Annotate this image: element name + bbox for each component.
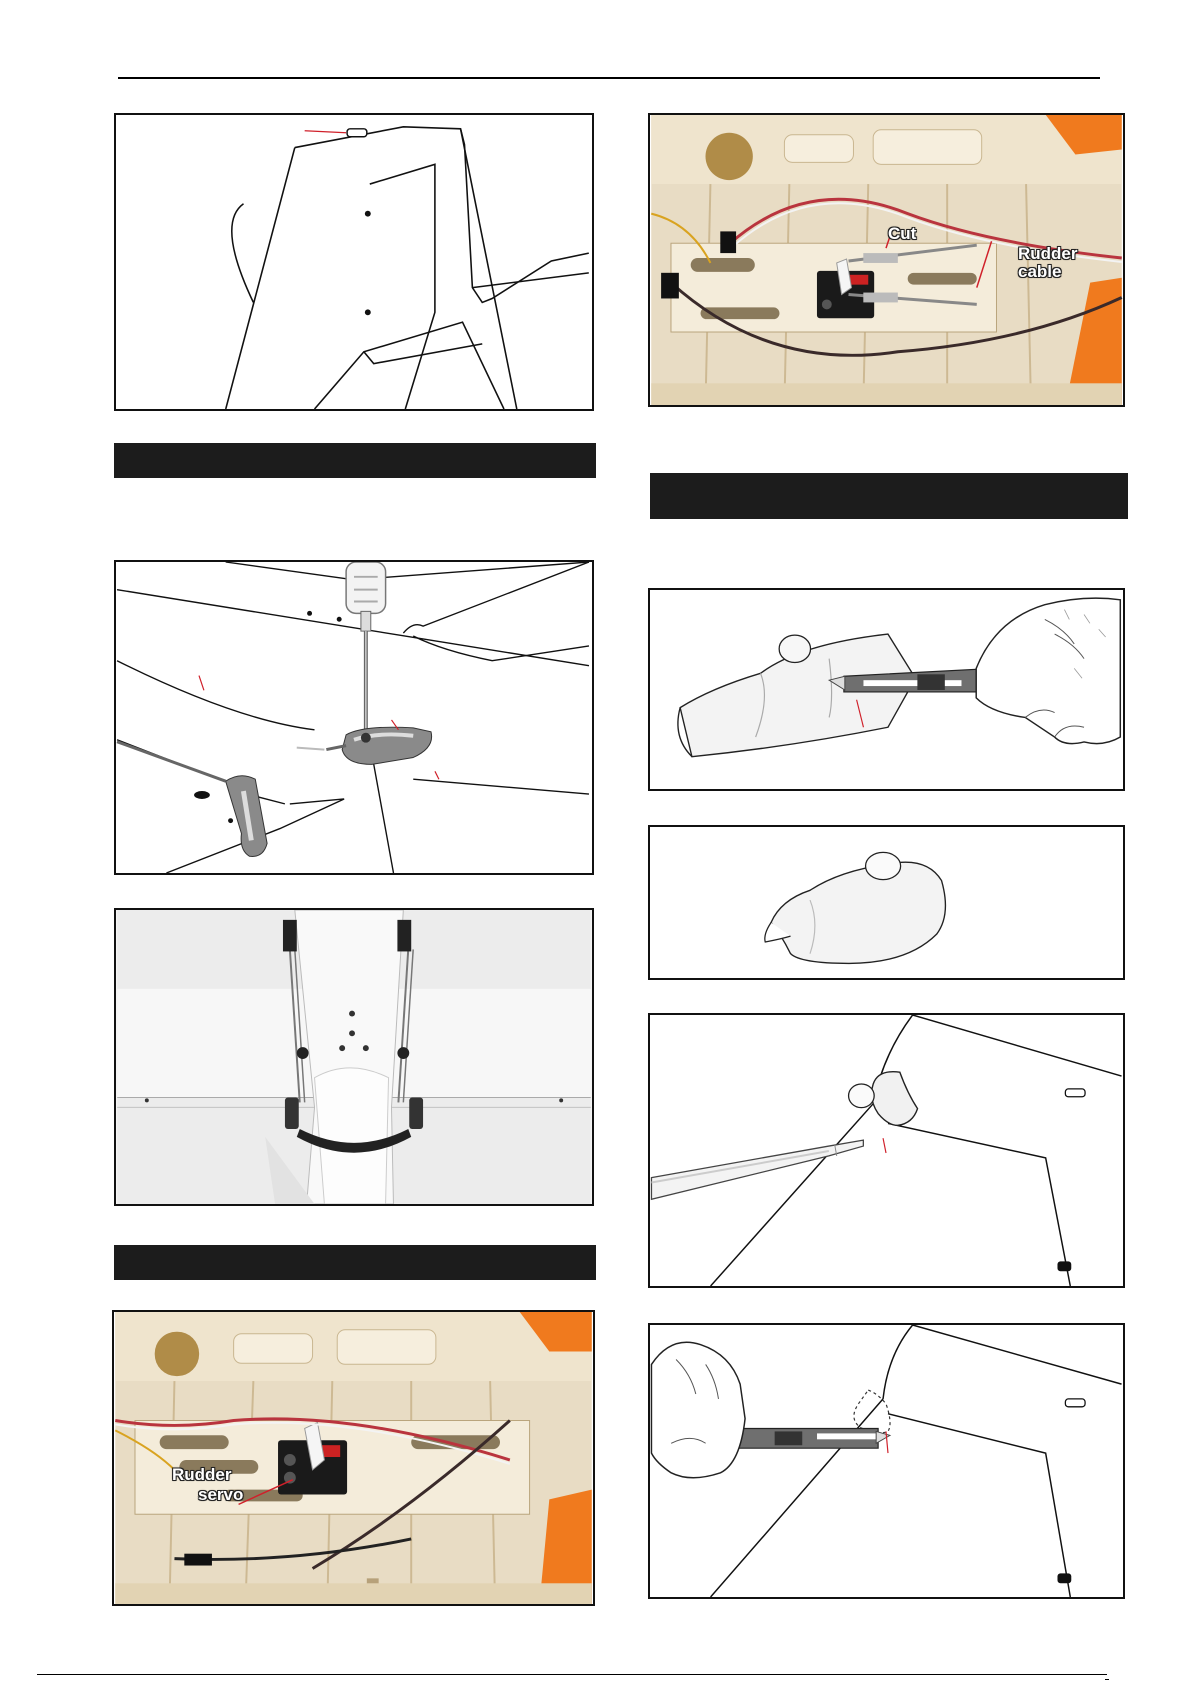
figure-tailwheel-photo — [114, 908, 594, 1206]
fairing-illustration — [650, 827, 1123, 978]
servo-tray-photo-illustration — [114, 1312, 593, 1604]
section-bar-2 — [114, 1245, 596, 1280]
tail-fin-illustration — [116, 115, 592, 409]
figure-screwdriver-bracket — [114, 560, 594, 875]
figure-trim-on-fin — [648, 1323, 1125, 1599]
bracket-illustration — [116, 562, 592, 873]
tailwheel-photo-illustration — [116, 910, 592, 1204]
label-cut: Cut — [888, 224, 917, 243]
figure-tail-fin-drawing — [114, 113, 594, 411]
figure-fairing — [648, 825, 1125, 980]
label-rudder-servo-line2: servo — [198, 1485, 244, 1504]
section-bar-3 — [650, 473, 1128, 519]
figure-fairing-glue — [648, 1013, 1125, 1288]
section-bar-1 — [114, 443, 596, 478]
figure-rudder-servo-photo — [112, 1310, 595, 1606]
footer-rule — [37, 1674, 1107, 1675]
figure-trim-fairing — [648, 588, 1125, 791]
trim-on-fin-illustration — [650, 1325, 1123, 1597]
label-rudder-cable: Rudder cable — [1018, 244, 1078, 281]
trim-fairing-illustration — [650, 590, 1123, 789]
figure-cut-cable-photo — [648, 113, 1125, 407]
footer-tick — [1105, 1679, 1109, 1680]
fairing-glue-illustration — [650, 1015, 1123, 1286]
label-rudder-servo-line1: Rudder — [172, 1465, 232, 1484]
header-rule — [118, 77, 1100, 79]
